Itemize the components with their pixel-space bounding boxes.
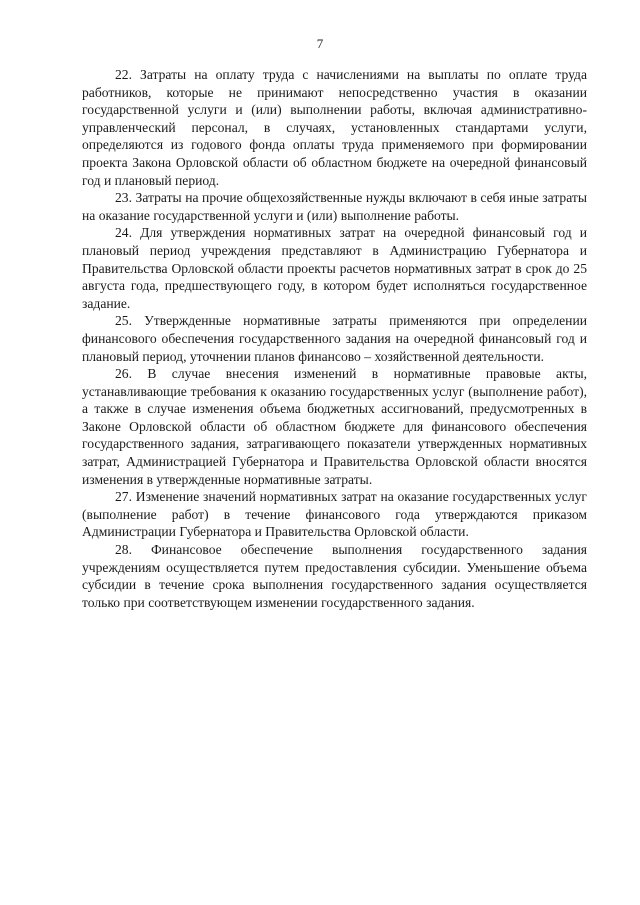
paragraph-26: 26. В случае внесения изменений в нормативные правовые акты, устанавливающие требования к оказанию государственных услуг (выполнение работ), а также в случае изменения объема бюджетных ассигнований, предусмотренных в Законе Орловской области об областном бюджете для финансового обеспечения государственного задания, затрагивающего показатели утвержденных нормативных затрат, Администрацией Губернатора и Правительства Орловской области вносятся изменения в утвержденные нормативные затраты. xyxy=(82,366,587,487)
document-body xyxy=(82,66,587,611)
paragraph-24: 24. Для утверждения нормативных затрат на очередной финансовый год и плановый период учреждения представляют в Администрацию Губернатора и Правительства Орловской области проекты расчетов нормативных затрат в срок до 25 августа года, предшествующего году, в котором будет исполняться государственное задание. xyxy=(82,225,587,311)
paragraph-25: 25. Утвержденные нормативные затраты применяются при определении финансового обеспечения государственного задания на очередной финансовый год и плановый период, уточнении планов финансово – хозяйственной деятельности. xyxy=(82,313,587,364)
paragraph-22: 22. Затраты на оплату труда с начислениями на выплаты по оплате труда работников, которые не принимают непосредственно участия в оказании государственной услуги и (или) выполнении работы, включая административно-управленческий персонал, в случаях, установленных стандартами услуги, определяются из годового фонда оплаты труда применяемого при формировании проекта Закона Орловской области об областном бюджете на очередной финансовый год и плановый период. xyxy=(82,67,587,188)
paragraph-23: 23. Затраты на прочие общехозяйственные нужды включают в себя иные затраты на оказание государственной услуги и (или) выполнение работы. xyxy=(82,190,587,223)
paragraph-28: 28. Финансовое обеспечение выполнения государственного задания учреждениям осуществляется путем предоставления субсидии. Уменьшение объема субсидии в течение срока выполнения государственного задания осуществляется только при соответствующем изменении государственного задания. xyxy=(82,542,587,610)
page-number: 7 xyxy=(316,36,324,51)
paragraph-27: 27. Изменение значений нормативных затрат на оказание государственных услуг (выполнение работ) в течение финансового года утверждаются приказом Администрации Губернатора и Правительства Орловской области. xyxy=(82,489,587,540)
